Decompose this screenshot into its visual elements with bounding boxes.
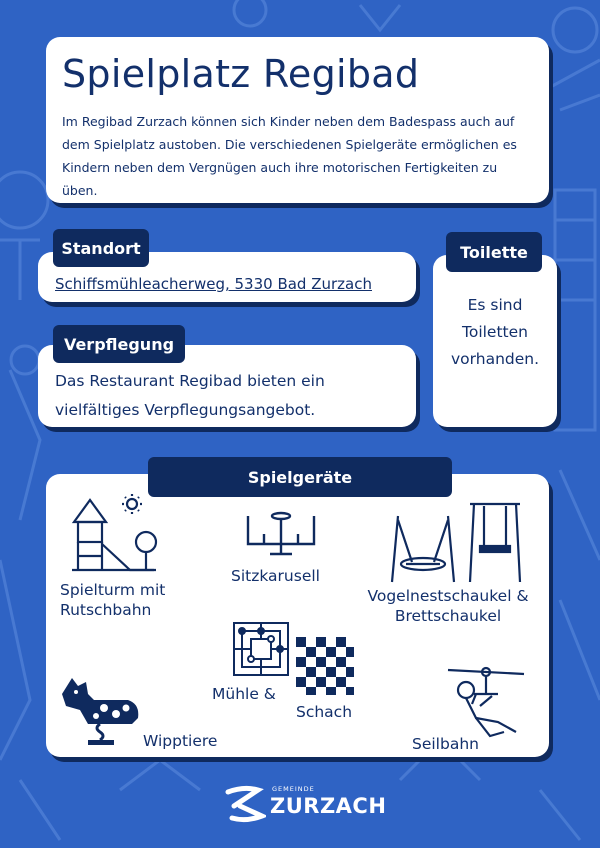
zipline-icon: [446, 660, 526, 742]
toilette-line-3: vorhanden.: [450, 350, 540, 368]
logo-mark-icon: [224, 784, 266, 824]
toilette-text: [434, 292, 556, 373]
play-tower-icon: [68, 492, 160, 574]
gemeinde-zurzach-logo: [222, 782, 387, 826]
sitzkarusell-label: Sitzkarusell: [231, 567, 320, 585]
verpflegung-label: Verpflegung: [53, 325, 185, 363]
carousel-icon: [244, 508, 318, 558]
seilbahn-label: Seilbahn: [412, 735, 479, 753]
spielturm-line-2: Rutschbahn: [60, 601, 152, 619]
verpflegung-text: [55, 367, 395, 425]
logo-small-text: GEMEINDE: [272, 785, 315, 793]
standort-label: Standort: [53, 229, 149, 267]
page-title: Spielplatz Regibad: [62, 52, 420, 96]
muehle-label: Mühle &: [212, 685, 276, 703]
spielturm-label: [60, 580, 165, 620]
logo-big-text: ZURZACH: [270, 794, 387, 818]
wipptiere-label: Wipptiere: [143, 732, 218, 750]
swing-icon: [386, 502, 528, 586]
verpflegung-line-2: vielfältiges Verpflegungsangebot.: [55, 401, 316, 419]
spielturm-line-1: Spielturm mit: [60, 581, 166, 599]
schach-label: Schach: [296, 703, 353, 721]
toilette-label: Toilette: [446, 232, 542, 272]
spring-rider-icon: [58, 670, 142, 750]
vogelnest-line-1: Vogelnestschaukel &: [367, 587, 529, 605]
toilette-line-2: Toiletten: [462, 323, 528, 341]
toilette-line-1: Es sind: [467, 296, 523, 314]
verpflegung-line-1: Das Restaurant Regibad bieten ein: [55, 372, 325, 390]
vogelnest-line-2: Brettschaukel: [394, 607, 502, 625]
spielgeraete-label: Spielgeräte: [148, 457, 452, 497]
chess-board-icon: [296, 637, 354, 695]
standort-address-link[interactable]: Schiffsmühleacherweg, 5330 Bad Zurzach: [55, 275, 372, 293]
vogelnest-label: [355, 586, 541, 626]
intro-text: Im Regibad Zurzach können sich Kinder neben dem Badespass auch auf dem Spielplatz austoben. Die verschiedenen Spielgeräte ermöglichen es Kindern neben dem Vergnügen auch ihre motorischen Fertigkeiten zu üben.: [62, 114, 517, 198]
muehle-board-icon: [232, 621, 290, 677]
